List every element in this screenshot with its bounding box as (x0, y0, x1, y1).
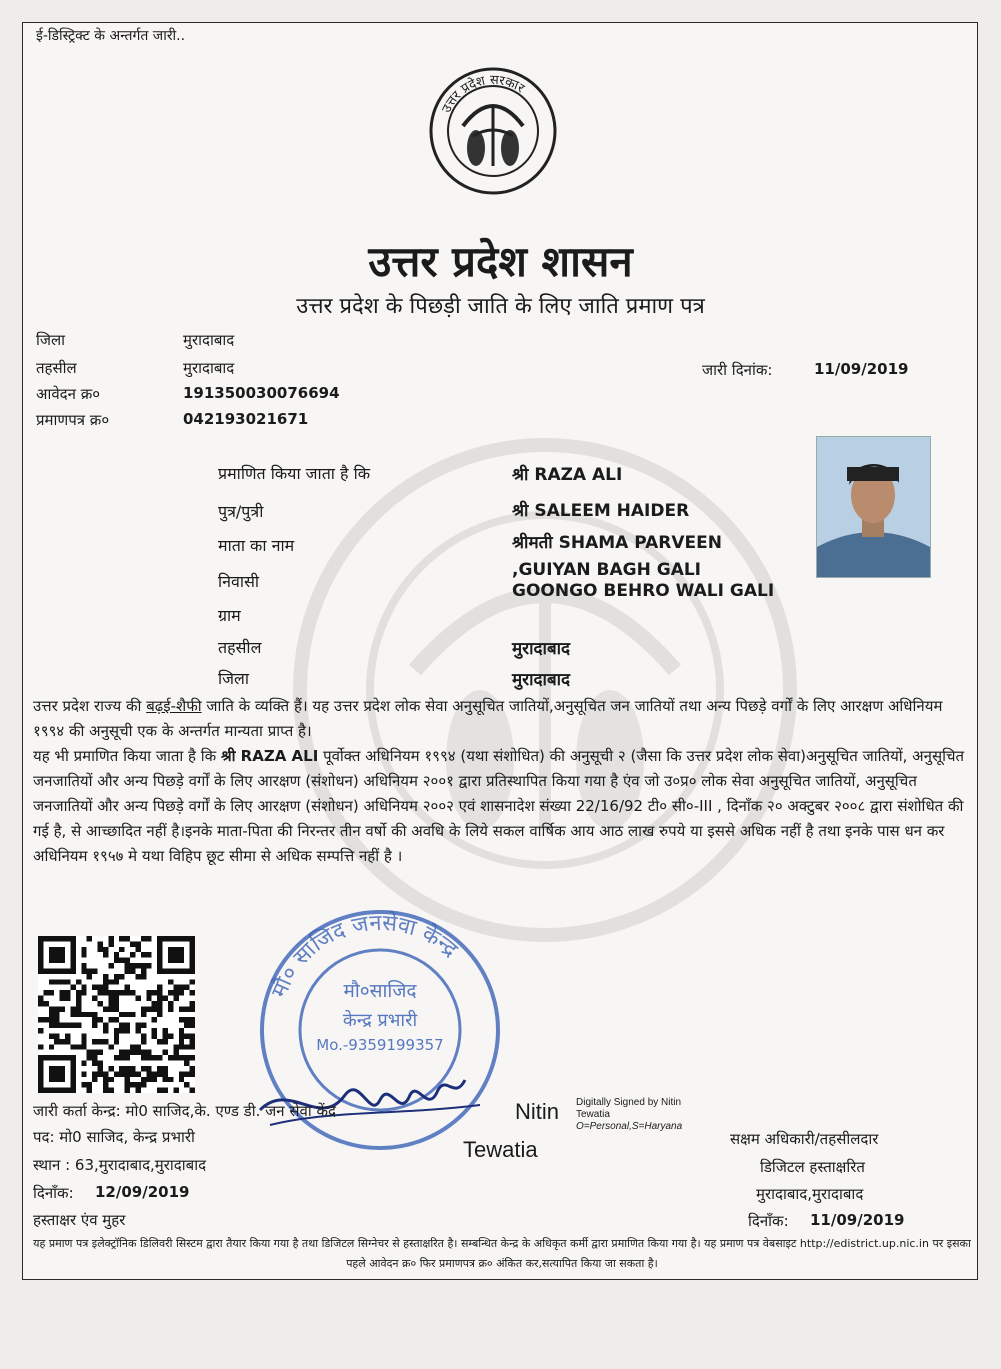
person-tehsil-label: तहसील (218, 638, 262, 657)
tehsil-label: तहसील (36, 359, 77, 377)
application-label: आवेदन क्र० (36, 385, 101, 403)
qr-code (38, 936, 195, 1093)
resident-label: निवासी (218, 572, 260, 591)
certified-label: प्रमाणित किया जाता है कि (218, 464, 371, 483)
authority-place: मुरादाबाद,मुरादाबाद (756, 1185, 864, 1203)
sign-seal-label: हस्ताक्षर एंव मुहर (33, 1211, 126, 1229)
issuer-date-value: 12/09/2019 (95, 1183, 190, 1201)
issuing-centre: जारी कर्ता केन्द्र: मो0 साजिद,के. एण्ड डी. जन सेवा केंद्र (33, 1102, 336, 1120)
signer-last-name: Tewatia (463, 1137, 538, 1162)
district-value: मुरादाबाद (183, 331, 235, 349)
mother-label: माता का नाम (218, 536, 295, 555)
issued-under-text: ई-डिस्ट्रिक्ट के अन्तर्गत जारी.. (36, 28, 186, 44)
applicant-name: श्री RAZA ALI (512, 465, 623, 485)
stamp-line3: Mo.-9359199357 (316, 1036, 444, 1054)
ds-line2: O=Personal,S=Haryana (576, 1121, 683, 1132)
mother-name: श्रीमती SHAMA PARVEEN (512, 533, 722, 553)
issuer-post: पद: मो0 साजिद, केन्द्र प्रभारी (33, 1128, 195, 1146)
person-district-label: जिला (218, 669, 250, 688)
page-title: उत्तर प्रदेश शासन (368, 237, 633, 286)
digital-signature-info (576, 1097, 716, 1133)
paragraph-certification (33, 744, 968, 869)
page-subtitle: उत्तर प्रदेश के पिछड़ी जाति के लिए जाति प्रमाण पत्र (296, 294, 705, 319)
district-label: जिला (36, 331, 66, 349)
village-label: ग्राम (218, 606, 241, 625)
certificate-number: 042193021671 (183, 410, 309, 428)
handwritten-signature (250, 1040, 490, 1150)
application-number: 191350030076694 (183, 384, 340, 402)
authority-digital: डिजिटल हस्ताक्षरित (760, 1158, 865, 1176)
certificate-label: प्रमाणपत्र क्र० (36, 411, 110, 429)
issue-date-label: जारी दिनांक: (702, 361, 773, 379)
p1-start: उत्तर प्रदेश राज्य की (33, 697, 147, 715)
authority-date-value: 11/09/2019 (810, 1211, 905, 1229)
p2-end: पूर्वोक्त अधिनियम १९९४ (यथा संशोधित) की अनुसूची २ (जैसा कि उत्तर प्रदेश लोक सेवा)अनुसूचित जातियों, अनुसूचित जनजातियों और अन्य पिछड़े वर्गों के लिए आरक्षण (संशोधन) अधिनियम २००१ द्वारा प्रतिस्थापित किया गया है एंव जो उ०प्र० लोक सेवा अनुसूचित जातियों, अनुसूचित जनजातियों और अन्य पिछड़े वर्गों के लिए आरक्षण (संशोधन) अधिनियम २००२ एवं शासनादेश संख्या 22/16/92 टी० सी०-III , दिनाँक २० अक्टुबर २००८ द्वारा संशोधित की गई है, से आच्छादित नहीं है।इनके माता-पिता की निरन्तर तीन वर्षो की अवधि के लिये सकल वार्षिक आय आठ लाख रुपये या इससे अधिक नहीं है तथा इनके पास धन कर अधिनियम १९५७ मे यथा विहिप छूट सीमा से अधिक सम्पत्ति नहीं है । (33, 747, 965, 865)
address-line2: GOONGO BEHRO WALI GALI (512, 581, 775, 601)
tehsil-value: मुरादाबाद (183, 359, 235, 377)
authority-date-label: दिनाँक: (748, 1212, 789, 1230)
applicant-photo (816, 436, 931, 578)
ds-line1: Digitally Signed by Nitin Tewatia (576, 1097, 682, 1120)
emblem-text: उत्तर प्रदेश सरकार (439, 72, 527, 116)
up-government-emblem (428, 66, 558, 196)
issue-date-value: 11/09/2019 (814, 360, 909, 378)
signer-first-name: Nitin (515, 1099, 560, 1124)
father-name: श्री SALEEM HAIDER (512, 501, 690, 521)
stamp-ring-text: मौ० साजिद जनसेवा केन्द्र (267, 910, 463, 1002)
p2-name: श्री RAZA ALI (220, 747, 319, 765)
stamp-line2: केन्द्र प्रभारी (342, 1010, 418, 1031)
authority-title: सक्षम अधिकारी/तहसीलदार (730, 1130, 879, 1148)
issuer-date-label: दिनाँक: (33, 1184, 74, 1202)
person-tehsil-value: मुरादाबाद (512, 639, 571, 659)
issuer-place: स्थान : 63,मुरादाबाद,मुरादाबाद (33, 1156, 207, 1174)
address-line1: ,GUIYAN BAGH GALI (512, 560, 702, 580)
stamp-line1: मौ०साजिद (343, 980, 417, 1002)
paragraph-caste (33, 694, 968, 744)
person-district-value: मुरादाबाद (512, 670, 571, 690)
p1-end: जाति के व्यक्ति हैं। यह उत्तर प्रदेश लोक सेवा अनुसूचित जातियों,अनुसूचित जन जातियों तथा अन्य पिछड़े वर्गों के लिए आरक्षण अधिनियम १९९४ की अनुसूची एक के अन्तर्गत मान्यता प्राप्त है। (33, 697, 943, 740)
caste-name: बढ़ई-शैफी (146, 697, 202, 715)
p2-start: यह भी प्रमाणित किया जाता है कि (33, 747, 221, 765)
parent-label: पुत्र/पुत्री (218, 502, 264, 521)
footer-note: यह प्रमाण पत्र इलेक्ट्रॉनिक डिलिवरी सिस्टम द्वारा तैयार किया गया है तथा डिजिटल सिग्नेचर से हस्ताक्षरित है। सम्बन्धित केन्द्र के अधिकृत कर्मी द्वारा प्रमाणित किया गया है। यह प्रमाण पत्र वेबसाइट http://edistrict.up.nic.in पर इसका पहले आवेदन क्र० फिर प्रमाणपत्र क्र० अंकित कर,सत्यापित किया जा सकता है। (33, 1237, 971, 1270)
